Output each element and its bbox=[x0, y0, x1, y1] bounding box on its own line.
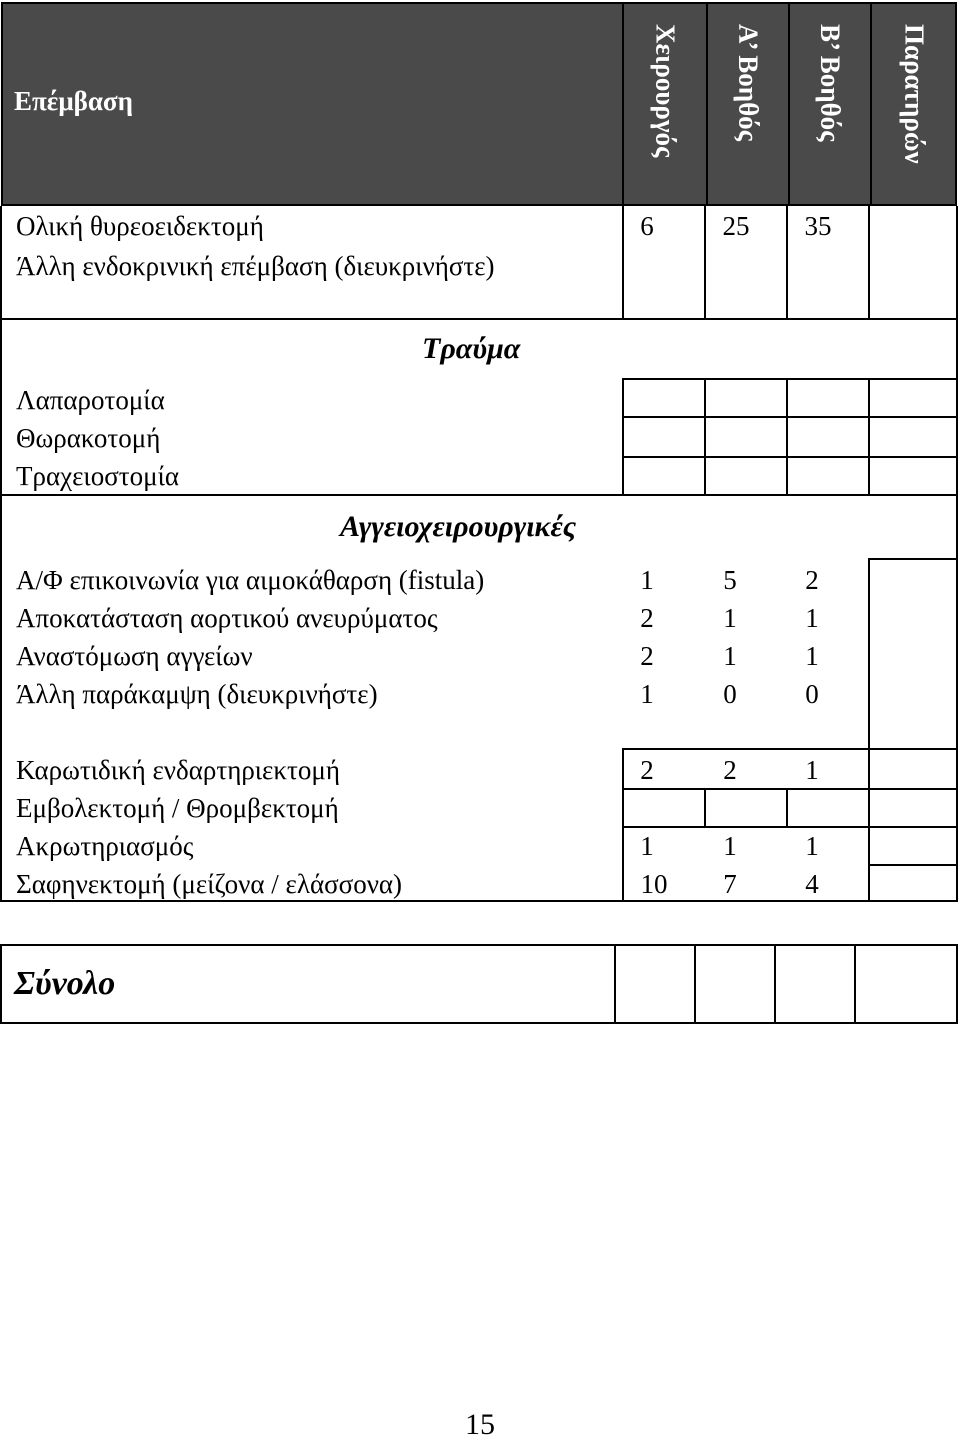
divider bbox=[868, 206, 870, 318]
row-label: Καρωτιδική ενδαρτηριεκτομή bbox=[16, 755, 340, 785]
divider bbox=[622, 826, 958, 828]
header-col-first-assistant bbox=[706, 2, 788, 206]
divider bbox=[786, 206, 788, 318]
row-label: Εμβολεκτομή / Θρομβεκτομή bbox=[16, 793, 339, 823]
header-col-second-assistant bbox=[788, 2, 870, 206]
row-label: Ολική θυρεοειδεκτομή bbox=[16, 211, 264, 241]
row-value-surgeon: 1 bbox=[640, 679, 654, 709]
row-value-second-assistant: 1 bbox=[805, 755, 819, 785]
divider bbox=[704, 206, 706, 318]
divider bbox=[622, 378, 958, 380]
row-label: Θωρακοτομή bbox=[16, 423, 161, 453]
divider bbox=[704, 378, 706, 494]
row-value-first-assistant: 7 bbox=[723, 869, 737, 899]
row-label: Αποκατάσταση αορτικού ανευρύματος bbox=[16, 603, 438, 633]
divider bbox=[868, 558, 870, 900]
divider bbox=[786, 378, 788, 494]
divider bbox=[622, 416, 958, 418]
header-procedure: Επέμβαση bbox=[14, 86, 133, 116]
row-value-surgeon: 2 bbox=[640, 755, 654, 785]
row-value-second-assistant: 1 bbox=[805, 603, 819, 633]
table-left-border bbox=[0, 206, 2, 902]
divider bbox=[704, 788, 706, 826]
row-label: Αναστόμωση αγγείων bbox=[16, 641, 253, 671]
header-col-surgeon-label: Χειρουργός bbox=[650, 24, 681, 158]
divider bbox=[786, 788, 788, 826]
row-label: Α/Φ επικοινωνία για αιμοκάθαρση (fistula) bbox=[16, 565, 485, 595]
divider bbox=[614, 944, 616, 1024]
header-col-second-assistant-label: Β’ Βοηθός bbox=[815, 24, 846, 142]
divider bbox=[868, 864, 958, 866]
row-value-first-assistant: 5 bbox=[723, 565, 737, 595]
divider bbox=[0, 494, 958, 496]
row-label: Άλλη παράκαμψη (διευκρινήστε) bbox=[16, 679, 378, 709]
row-value-first-assistant: 2 bbox=[723, 755, 737, 785]
section-title-vascular: Αγγειοχειρουργικές bbox=[340, 510, 577, 543]
header-col-observer bbox=[870, 2, 956, 206]
section-title-trauma: Τραύμα bbox=[422, 332, 521, 365]
divider bbox=[854, 944, 856, 1024]
row-label: Άλλη ενδοκρινική επέμβαση (διευκρινήστε) bbox=[16, 251, 495, 281]
row-value-second-assistant: 1 bbox=[805, 641, 819, 671]
row-value-second-assistant: 2 bbox=[805, 565, 819, 595]
row-value-surgeon: 1 bbox=[640, 565, 654, 595]
page-number: 15 bbox=[465, 1408, 495, 1441]
table-right-border bbox=[956, 206, 958, 902]
row-label: Λαπαροτομία bbox=[16, 385, 165, 415]
row-value-surgeon: 10 bbox=[640, 869, 668, 899]
divider bbox=[622, 378, 624, 494]
row-value-first-assistant: 0 bbox=[723, 679, 737, 709]
divider bbox=[868, 378, 870, 494]
row-value-surgeon: 1 bbox=[640, 831, 654, 861]
divider bbox=[694, 944, 696, 1024]
header-col-observer-label: Παρατηρών bbox=[899, 24, 930, 164]
row-value-surgeon: 2 bbox=[640, 641, 654, 671]
row-value-second-assistant: 4 bbox=[805, 869, 819, 899]
row-label: Τραχειοστομία bbox=[16, 461, 179, 491]
row-label: Σαφηνεκτομή (μείζονα / ελάσσονα) bbox=[16, 869, 403, 899]
divider bbox=[622, 788, 958, 790]
divider bbox=[868, 558, 958, 560]
divider bbox=[622, 748, 958, 750]
row-value-first-assistant: 1 bbox=[723, 641, 737, 671]
row-value-surgeon: 6 bbox=[640, 211, 654, 241]
row-value-first-assistant: 1 bbox=[723, 831, 737, 861]
row-value-first-assistant: 1 bbox=[723, 603, 737, 633]
table-bottom-border bbox=[0, 900, 958, 902]
header-col-surgeon bbox=[622, 2, 706, 206]
divider bbox=[622, 456, 958, 458]
row-value-second-assistant: 35 bbox=[804, 211, 832, 241]
row-label: Ακρωτηριασμός bbox=[16, 831, 194, 861]
divider bbox=[0, 318, 958, 320]
divider bbox=[774, 944, 776, 1024]
row-value-first-assistant: 25 bbox=[722, 211, 750, 241]
row-value-second-assistant: 0 bbox=[805, 679, 819, 709]
header-col-first-assistant-label: Α’ Βοηθός bbox=[733, 24, 764, 142]
totals-label: Σύνολο bbox=[14, 965, 116, 1002]
row-value-surgeon: 2 bbox=[640, 603, 654, 633]
row-value-second-assistant: 1 bbox=[805, 831, 819, 861]
totals-table bbox=[0, 944, 958, 1024]
